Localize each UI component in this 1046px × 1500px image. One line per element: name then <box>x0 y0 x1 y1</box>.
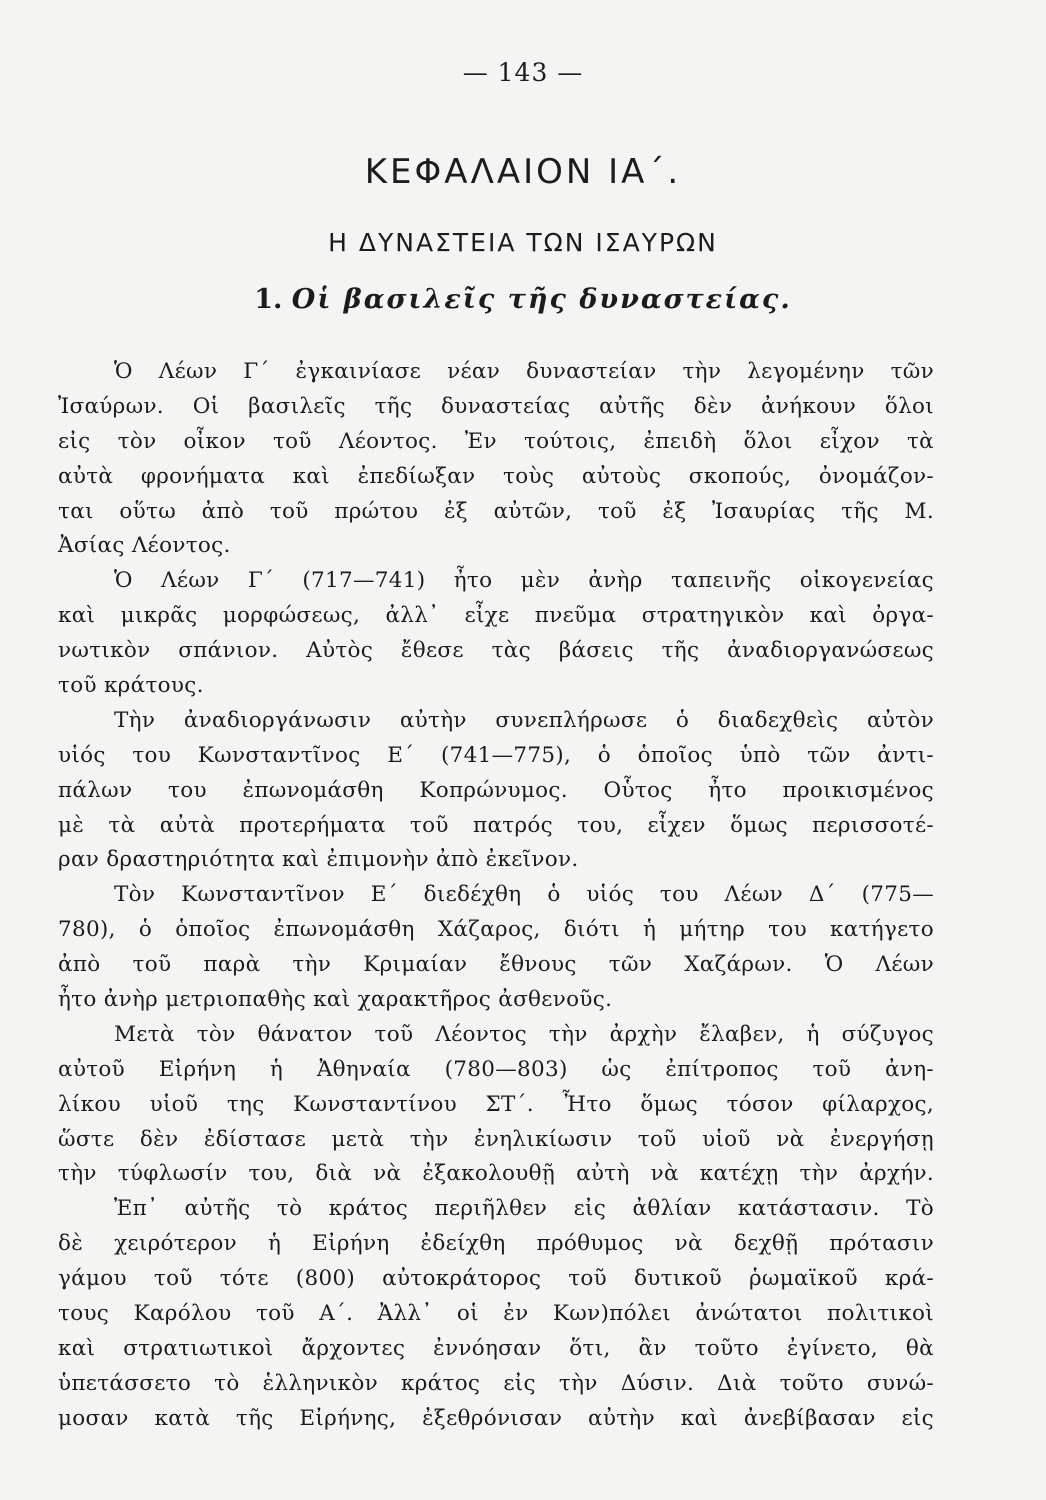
text-line: πάλων του ἐπωνομάσθη Κοπρώνυμος. Οὗτος ἦτο προικισμένος <box>58 777 934 803</box>
section-number: 1. <box>254 284 283 315</box>
text-line: Τὴν ἀναδιοργάνωσιν αὐτὴν συνεπλήρωσε ὁ διαδεχθεὶς αὐτὸν <box>114 707 934 733</box>
text-line: νωτικὸν σπάνιον. Αὐτὸς ἔθεσε τὰς βάσεις τῆς ἀναδιοργανώσεως <box>58 638 934 664</box>
text-line: αὐτοῦ Εἰρήνη ἡ Ἀθηναία (780—803) ὡς ἐπίτροπος τοῦ ἀνη- <box>58 1056 934 1082</box>
text-line: δὲ χειρότερον ἡ Εἰρήνη ἐδείχθη πρόθυμος νὰ δεχθῇ πρότασιν <box>58 1231 934 1257</box>
text-line: καὶ στρατιωτικοὶ ἄρχοντες ἐννόησαν ὅτι, ἂν τοῦτο ἐγίνετο, θὰ <box>58 1335 934 1361</box>
text-line: Μετὰ τὸν θάνατον τοῦ Λέοντος τὴν ἀρχὴν ἔλαβεν, ἡ σύζυγος <box>114 1021 934 1047</box>
text-line: Ἀσίας Λέοντος. <box>58 533 231 559</box>
text-line: λίκου υἱοῦ της Κωνσταντίνου ΣΤ΄. Ἦτο ὅμως τόσον φίλαρχος, <box>58 1091 934 1117</box>
text-line: αὐτὰ φρονήματα καὶ ἐπεδίωξαν τοὺς αὐτοὺς σκοπούς, ὀνομάζον- <box>58 463 934 489</box>
text-line: ὑπετάσσετο τὸ ἑλληνικὸν κράτος εἰς τὴν Δύσιν. Διὰ τοῦτο συνώ- <box>58 1370 934 1396</box>
text-line: καὶ μικρᾶς μορφώσεως, ἀλλ᾿ εἶχε πνεῦμα στρατηγικὸν καὶ ὀργα- <box>58 603 934 629</box>
text-line: ραν δραστηριότητα καὶ ἐπιμονὴν ἀπὸ ἐκεῖνον. <box>58 847 579 873</box>
text-line: μὲ τὰ αὐτὰ προτερήματα τοῦ πατρός του, εἶχεν ὅμως περισσοτέ- <box>58 812 934 838</box>
text-line: ἀπὸ τοῦ παρὰ τὴν Κριμαίαν ἔθνους τῶν Χαζάρων. Ὁ Λέων <box>58 952 934 978</box>
text-line: ὥστε δὲν ἐδίστασε μετὰ τὴν ἐνηλικίωσιν τοῦ υἱοῦ νὰ ἐνεργήσῃ <box>58 1126 934 1152</box>
text-line: τὴν τύφλωσίν του, διὰ νὰ ἐξακολουθῇ αὐτὴ νὰ κατέχῃ τὴν ἀρχήν. <box>58 1161 934 1187</box>
text-line: μοσαν κατὰ τῆς Εἰρήνης, ἐξεθρόνισαν αὐτὴν καὶ ἀνεβίβασαν εἰς <box>58 1405 934 1431</box>
text-line: Ἰσαύρων. Οἱ βασιλεῖς τῆς δυναστείας αὐτῆς δὲν ἀνήκουν ὅλοι <box>58 393 934 419</box>
text-line: Τὸν Κωνσταντῖνον Ε΄ διεδέχθη ὁ υἱός του Λέων Δ΄ (775— <box>114 882 934 908</box>
text-line: ἦτο ἀνὴρ μετριοπαθὴς καὶ χαρακτῆρος ἀσθενοῦς. <box>58 987 613 1013</box>
section-title: Οἱ βασιλεῖς τῆς δυναστείας. <box>291 284 792 315</box>
text-line: 780), ὁ ὁποῖος ἐπωνομάσθη Χάζαρος, διότι ἡ μήτηρ του κατήγετο <box>58 917 934 943</box>
text-line: τοῦ κράτους. <box>58 673 204 699</box>
body-text <box>58 355 934 1437</box>
chapter-title: ΚΕΦΑΛΑΙΟΝ ΙΑ΄. <box>364 152 682 192</box>
dynasty-title: Η ΔΥΝΑΣΤΕΙΑ ΤΩΝ ΙΣΑΥΡΩΝ <box>328 228 718 257</box>
text-line: Ὁ Λέων Γ΄ ἐγκαινίασε νέαν δυναστείαν τὴν λεγομένην τῶν <box>114 359 934 384</box>
text-line: εἰς τὸν οἶκον τοῦ Λέοντος. Ἐν τούτοις, ἐπειδὴ ὅλοι εἶχον τὰ <box>58 428 934 454</box>
text-line: υἱός του Κωνσταντῖνος Ε΄ (741—775), ὁ ὁποῖος ὑπὸ τῶν ἀντι- <box>58 742 934 768</box>
text-line: Ὁ Λέων Γ΄ (717—741) ἦτο μὲν ἀνὴρ ταπεινῆς οἰκογενείας <box>114 568 934 594</box>
text-line: τους Καρόλου τοῦ Α΄. Ἀλλ᾿ οἱ ἐν Κων)πόλει ἀνώτατοι πολιτικοὶ <box>58 1301 934 1327</box>
text-line: ται οὕτω ἀπὸ τοῦ πρώτου ἐξ αὐτῶν, τοῦ ἐξ Ἰσαυρίας τῆς Μ. <box>58 498 934 524</box>
page-number: — 143 — <box>462 58 584 87</box>
section-heading <box>0 284 1046 315</box>
text-line: γάμου τοῦ τότε (800) αὐτοκράτορος τοῦ δυτικοῦ ῥωμαϊκοῦ κρά- <box>58 1266 934 1292</box>
text-line: Ἐπ᾿ αὐτῆς τὸ κράτος περιῆλθεν εἰς ἀθλίαν κατάστασιν. Τὸ <box>114 1196 934 1222</box>
